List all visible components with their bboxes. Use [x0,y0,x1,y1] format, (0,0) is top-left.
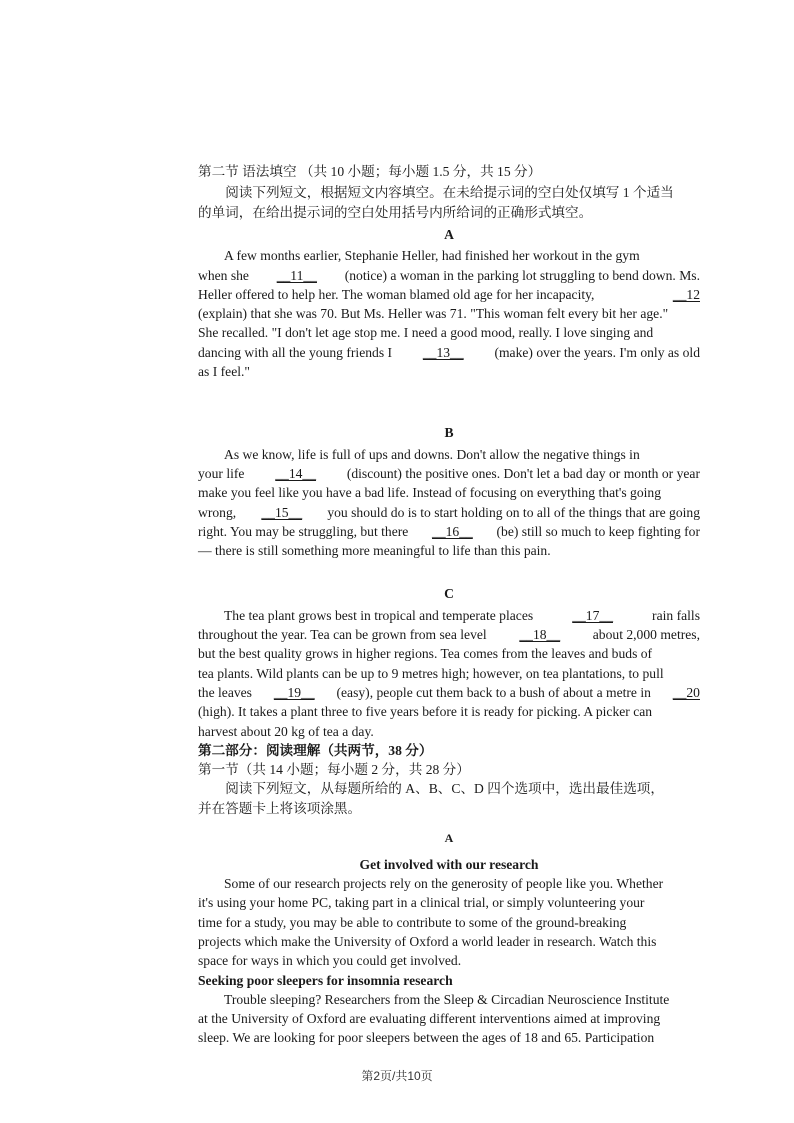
passage-c [198,606,700,741]
text-span: about 2,000 metres, [592,627,700,643]
article-subheading: Seeking poor sleepers for insomnia research [198,972,453,988]
text-span: your life [198,465,245,481]
blank-15: __15__ [261,504,303,520]
text-line [198,606,700,625]
text-span: you should do is to start holding on to all of the things that are going [327,504,700,520]
text-line [198,625,700,644]
passage-letter: C [444,586,454,602]
text-line: Trouble sleeping? Researchers from the Sleep & Circadian Neuroscience Institute [224,991,670,1007]
text-line [198,285,700,304]
instruction-line: 阅读下列短文，从每题所给的 A、B、C、D 四个选项中，选出最佳选项， [225,781,664,797]
reading-a [198,874,700,1048]
text-line: space for ways in which you could get involved. [198,953,462,969]
text-line: tea plants. Wild plants can be up to 9 metres high; however, on tea plantations, to pull [198,665,664,681]
text-span: (notice) a woman in the parking lot struggling to bend down. Ms. [344,267,700,283]
text-span: (discount) the positive ones. Don't let a bad day or month or year [346,465,700,481]
blank-16: __16__ [432,523,473,539]
text-line: it's using your home PC, taking part in a clinical trial, or simply volunteering your [198,895,645,911]
passage-letter: A [444,227,454,242]
text-line [198,266,700,285]
text-line: but the best quality grows in higher regions. Tea comes from the leaves and buds of [198,646,653,662]
text-line [198,522,700,541]
blank-18: __18__ [519,627,561,643]
blank-20: __20 [672,684,700,700]
text-line: A few months earlier, Stephanie Heller, had finished her workout in the gym [224,248,640,264]
text-span: (be) still so much to keep fighting for [496,523,700,539]
blank-14: __14__ [275,465,317,481]
text-line: at the University of Oxford are evaluating different interventions aimed at improving [198,1011,661,1027]
text-span: The tea plant grows best in tropical and temperate places [224,607,534,623]
instruction-line: 并在答题卡上将该项涂黑。 [198,801,362,817]
passage-letter: B [444,425,454,441]
instruction-line: 阅读下列短文，根据短文内容填空。在未给提示词的空白处仅填写 1 个适当 [225,185,674,200]
section-heading: 第二节 语法填空 （共 10 小题；每小题 1.5 分，共 15 分） [198,164,542,179]
text-line: Some of our research projects rely on the generosity of people like you. Whether [224,876,664,892]
text-line: sleep. We are looking for poor sleepers between the ages of 18 and 65. Participation [198,1030,655,1046]
text-line: (high). It takes a plant three to five years before it is ready for picking. A picker can [198,704,653,720]
text-line: harvest about 20 kg of tea a day. [198,723,374,739]
text-span: the leaves [198,684,252,700]
text-span: when she [198,267,249,283]
text-line: make you feel like you have a bad life. Instead of focusing on everything that's going [198,485,661,501]
passage-a [198,246,700,381]
text-span: throughout the year. Tea can be grown from sea level [198,627,487,643]
instruction-line: 的单词，在给出提示词的空白处用括号内所给词的正确形式填空。 [198,205,593,220]
spacer [198,560,700,582]
blank-19: __19__ [273,684,315,700]
text-line: as I feel." [198,364,250,380]
text-span: right. You may be struggling, but there [198,523,409,539]
blank-12: __12 [672,286,700,302]
page-number: 第2页/共10页 [361,1069,433,1083]
text-span: Heller offered to help her. The woman blamed old age for her incapacity, [198,286,595,302]
text-line: — there is still something more meaningful to life than this pain. [198,543,551,559]
part-heading: 第二部分：阅读理解（共两节，38 分） [198,742,433,758]
section-subheading: 第一节（共 14 小题；每小题 2 分，共 28 分） [198,762,470,778]
blank-17: __17__ [572,607,613,623]
passage-b [198,445,700,561]
text-span: rain falls [652,607,700,623]
text-line [198,464,700,483]
blank-11: __11__ [276,267,317,283]
text-line: She recalled. "I don't let age stop me. I need a good mood, really. I love singing and [198,325,654,341]
text-span: wrong, [198,504,237,520]
blank-13: __13__ [422,344,464,360]
text-line: time for a study, you may be able to contribute to some of the ground-breaking [198,914,627,930]
article-title: Get involved with our research [359,856,539,872]
text-span: (make) over the years. I'm only as old [494,344,700,360]
text-line [198,503,700,522]
text-line [198,343,700,362]
text-span: (easy), people cut them back to a bush of about a metre in [336,684,651,700]
text-line [198,683,700,702]
text-line: As we know, life is full of ups and downs. Don't allow the negative things in [224,446,640,462]
text-line: (explain) that she was 70. But Ms. Heller was 71. "This woman felt every bit her age." [198,306,669,322]
spacer [198,381,700,421]
page-content [198,161,700,1048]
text-line: projects which make the University of Oxford a world leader in research. Watch this [198,933,657,949]
passage-letter: A [444,831,454,846]
text-span: dancing with all the young friends I [198,344,393,360]
